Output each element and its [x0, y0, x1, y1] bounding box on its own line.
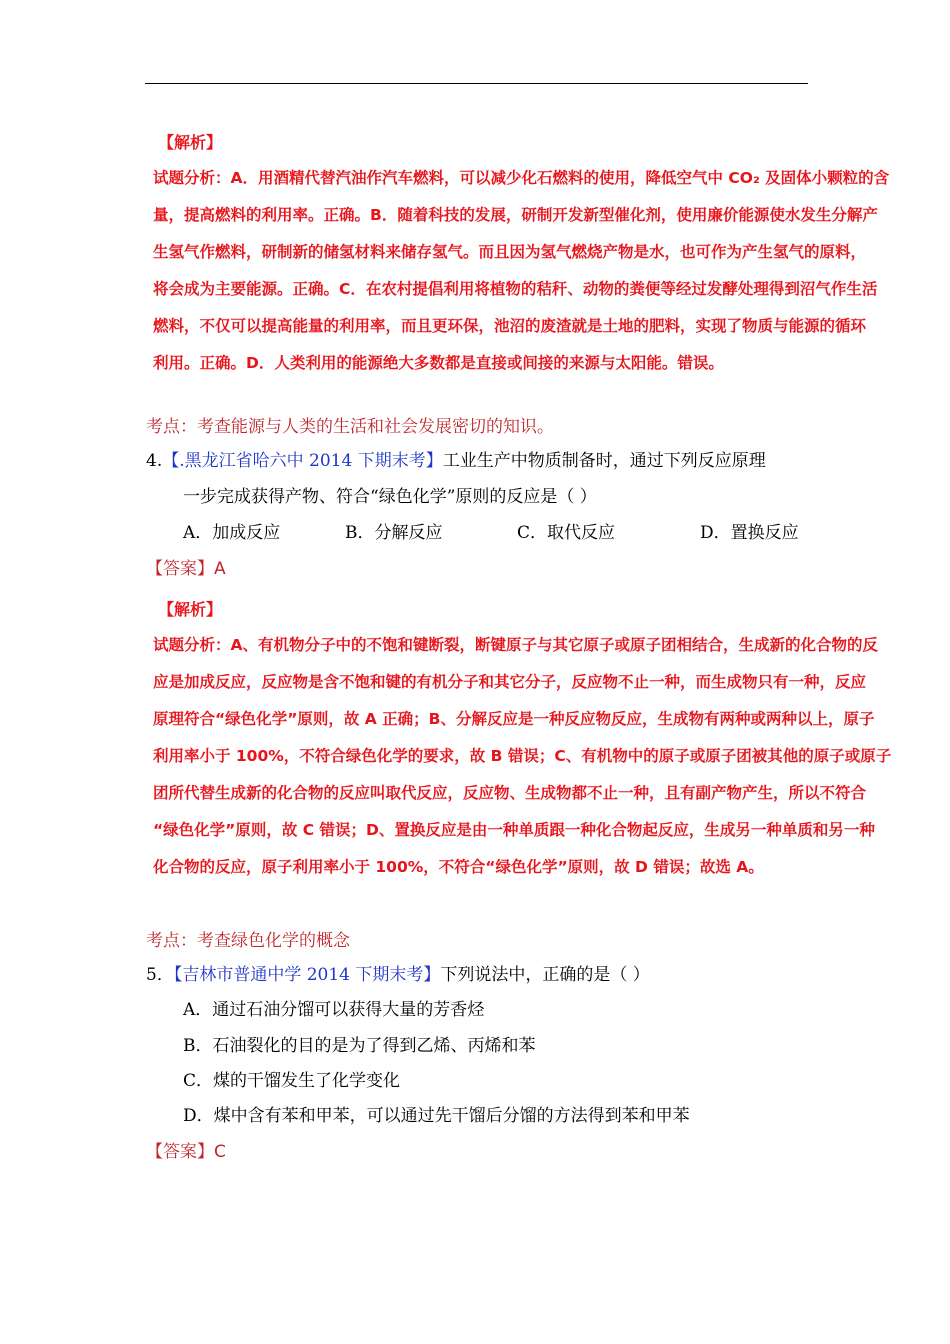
- analysis-line: 化合物的反应，原子利用率小于 100%，不符合“绿色化学”原则，故 D 错误；故选 A。: [153, 858, 764, 876]
- analysis-line: 试题分析：A、有机物分子中的不饱和键断裂，断键原子与其它原子或原子团相结合，生成新的化合物的反: [153, 636, 878, 654]
- answer-value: C: [214, 1142, 226, 1162]
- analysis-block: [153, 160, 889, 382]
- header-rule: [145, 83, 808, 84]
- analysis-line: 原理符合“绿色化学”原则，故 A 正确；B、分解反应是一种反应物反应，生成物有两种或两种以上，原子: [153, 710, 875, 728]
- question-text: 工业生产中物质制备时，通过下列反应原理: [442, 451, 766, 471]
- question-number: 5．: [146, 965, 174, 985]
- analysis-line: 生氢气作燃料，研制新的储氢材料来储存氢气。而且因为氢气燃烧产物是水，也可作为产生氢气的原料，: [153, 243, 867, 261]
- analysis-line: “绿色化学”原则，故 C 错误；D、置换反应是由一种单质跟一种化合物起反应，生成另一种单质和另一种: [153, 821, 875, 839]
- answer-line: [146, 1137, 226, 1162]
- answer-label: 【答案】: [146, 559, 214, 579]
- analysis-line: 燃料，不仅可以提高能量的利用率，而且更环保，池沼的废渣就是土地的肥料，实现了物质与能源的循环: [153, 317, 867, 335]
- question-text: 下列说法中，正确的是（ ）: [440, 965, 650, 985]
- question-4-stem: [146, 446, 766, 471]
- analysis-line: 团所代替生成新的化合物的反应叫取代反应，反应物、生成物都不止一种，且有副产物产生，所以不符合: [153, 784, 867, 802]
- analysis-line: 试题分析：A．用酒精代替汽油作汽车燃料，可以减少化石燃料的使用，降低空气中 CO₂ 及固体小颗粒的含: [153, 169, 890, 187]
- option-c: C．取代反应: [517, 523, 616, 543]
- kaodian-text: 考点：考查能源与人类的生活和社会发展密切的知识。: [146, 417, 554, 437]
- option-a: A．通过石油分馏可以获得大量的芳香烃: [183, 1000, 485, 1020]
- option-b: B．分解反应: [345, 523, 443, 543]
- analysis-line: 将会成为主要能源。正确。C．在农村提倡利用将植物的秸秆、动物的粪便等经过发酵处理得到沼气作生活: [153, 280, 878, 298]
- analysis-line: 利用。正确。D．人类利用的能源绝大多数都是直接或间接的来源与太阳能。错误。: [153, 354, 724, 372]
- kaodian-text: 考点：考查绿色化学的概念: [146, 931, 350, 951]
- question-source: 【.黑龙江省哈六中 2014 下期末考】: [162, 451, 443, 471]
- question-4-stem-cont: 一步完成获得产物、符合“绿色化学”原则的反应是（ ）: [183, 487, 597, 507]
- analysis-header: 【解析】: [158, 600, 223, 619]
- analysis-line: 利用率小于 100%，不符合绿色化学的要求，故 B 错误；C、有机物中的原子或原子团被其他的原子或原子: [153, 747, 892, 765]
- option-b: B．石油裂化的目的是为了得到乙烯、丙烯和苯: [183, 1036, 536, 1056]
- answer-label: 【答案】: [146, 1142, 214, 1162]
- question-number: 4.: [146, 451, 163, 471]
- analysis-block: [153, 627, 891, 886]
- analysis-header: 【解析】: [158, 133, 223, 152]
- answer-line: [146, 554, 226, 579]
- option-d: D．煤中含有苯和甲苯，可以通过先干馏后分馏的方法得到苯和甲苯: [183, 1106, 690, 1126]
- analysis-line: 应是加成反应，反应物是含不饱和键的有机分子和其它分子，反应物不止一种，而生成物只有一种，反应: [153, 673, 867, 691]
- option-a: A．加成反应: [183, 523, 281, 543]
- analysis-line: 量，提高燃料的利用率。正确。B．随着科技的发展，研制开发新型催化剂，使用廉价能源使水发生分解产: [153, 206, 878, 224]
- question-5-stem: [146, 960, 650, 985]
- option-d: D．置换反应: [700, 523, 799, 543]
- answer-value: A: [214, 559, 226, 579]
- question-source: 【吉林市普通中学 2014 下期末考】: [173, 965, 441, 985]
- option-c: C．煤的干馏发生了化学变化: [183, 1071, 401, 1091]
